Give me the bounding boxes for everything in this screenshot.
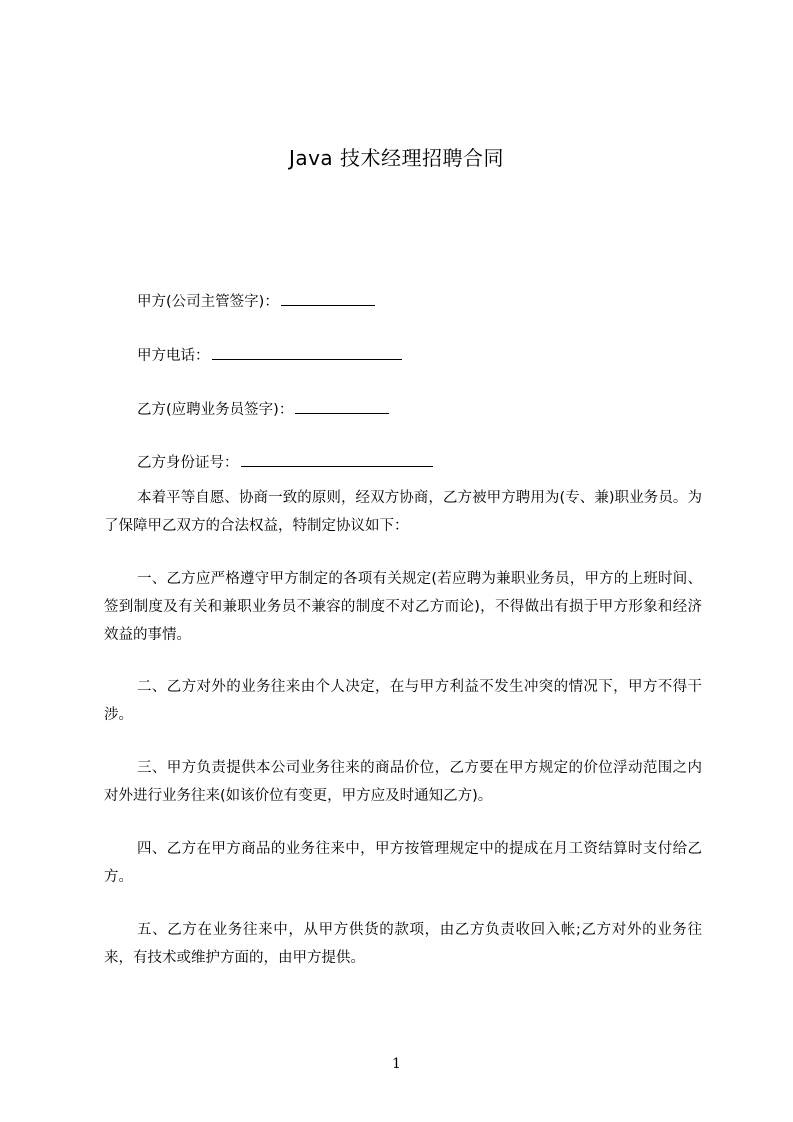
clause-5: 五、乙方在业务往来中，从甲方供货的款项，由乙方负责收回入帐;乙方对外的业务往来，有技术或维护方面的，由甲方提供。 <box>104 922 702 966</box>
party-b-id-blank[interactable] <box>241 452 433 467</box>
party-b-signature-blank[interactable] <box>295 399 389 414</box>
party-a-signature-field <box>137 291 375 312</box>
party-b-signature-field <box>137 399 389 420</box>
document-title: Java 技术经理招聘合同 <box>288 146 505 170</box>
clause-4: 四、乙方在甲方商品的业务往来中，甲方按管理规定中的提成在月工资结算时支付给乙方。 <box>104 841 702 885</box>
page-number: 1 <box>392 1056 401 1072</box>
party-a-phone-blank[interactable] <box>212 345 402 360</box>
clause-3: 三、甲方负责提供本公司业务往来的商品价位，乙方要在甲方规定的价位浮动范围之内对外进行业务往来(如该价位有变更，甲方应及时通知乙方)。 <box>104 760 702 804</box>
party-a-signature-label: 甲方(公司主管签字)： <box>137 294 279 310</box>
clause-2: 二、乙方对外的业务往来由个人决定，在与甲方利益不发生冲突的情况下，甲方不得干涉。 <box>104 679 702 723</box>
party-a-phone-field <box>137 345 402 366</box>
party-a-signature-blank[interactable] <box>281 291 375 306</box>
clause-1: 一、乙方应严格遵守甲方制定的各项有关规定(若应聘为兼职业务员，甲方的上班时间、签到制度及有关和兼职业务员不兼容的制度不对乙方而论)，不得做出有损于甲方形象和经济效益的事情。 <box>104 571 702 643</box>
party-b-signature-label: 乙方(应聘业务员签字)： <box>137 402 294 418</box>
party-b-id-field <box>137 452 433 473</box>
party-b-id-label: 乙方身份证号： <box>137 455 239 471</box>
intro-paragraph: 本着平等自愿、协商一致的原则，经双方协商，乙方被甲方聘用为(专、兼)职业务员。为了保障甲乙双方的合法权益，特制定协议如下： <box>104 490 702 534</box>
party-a-phone-label: 甲方电话： <box>137 348 210 364</box>
